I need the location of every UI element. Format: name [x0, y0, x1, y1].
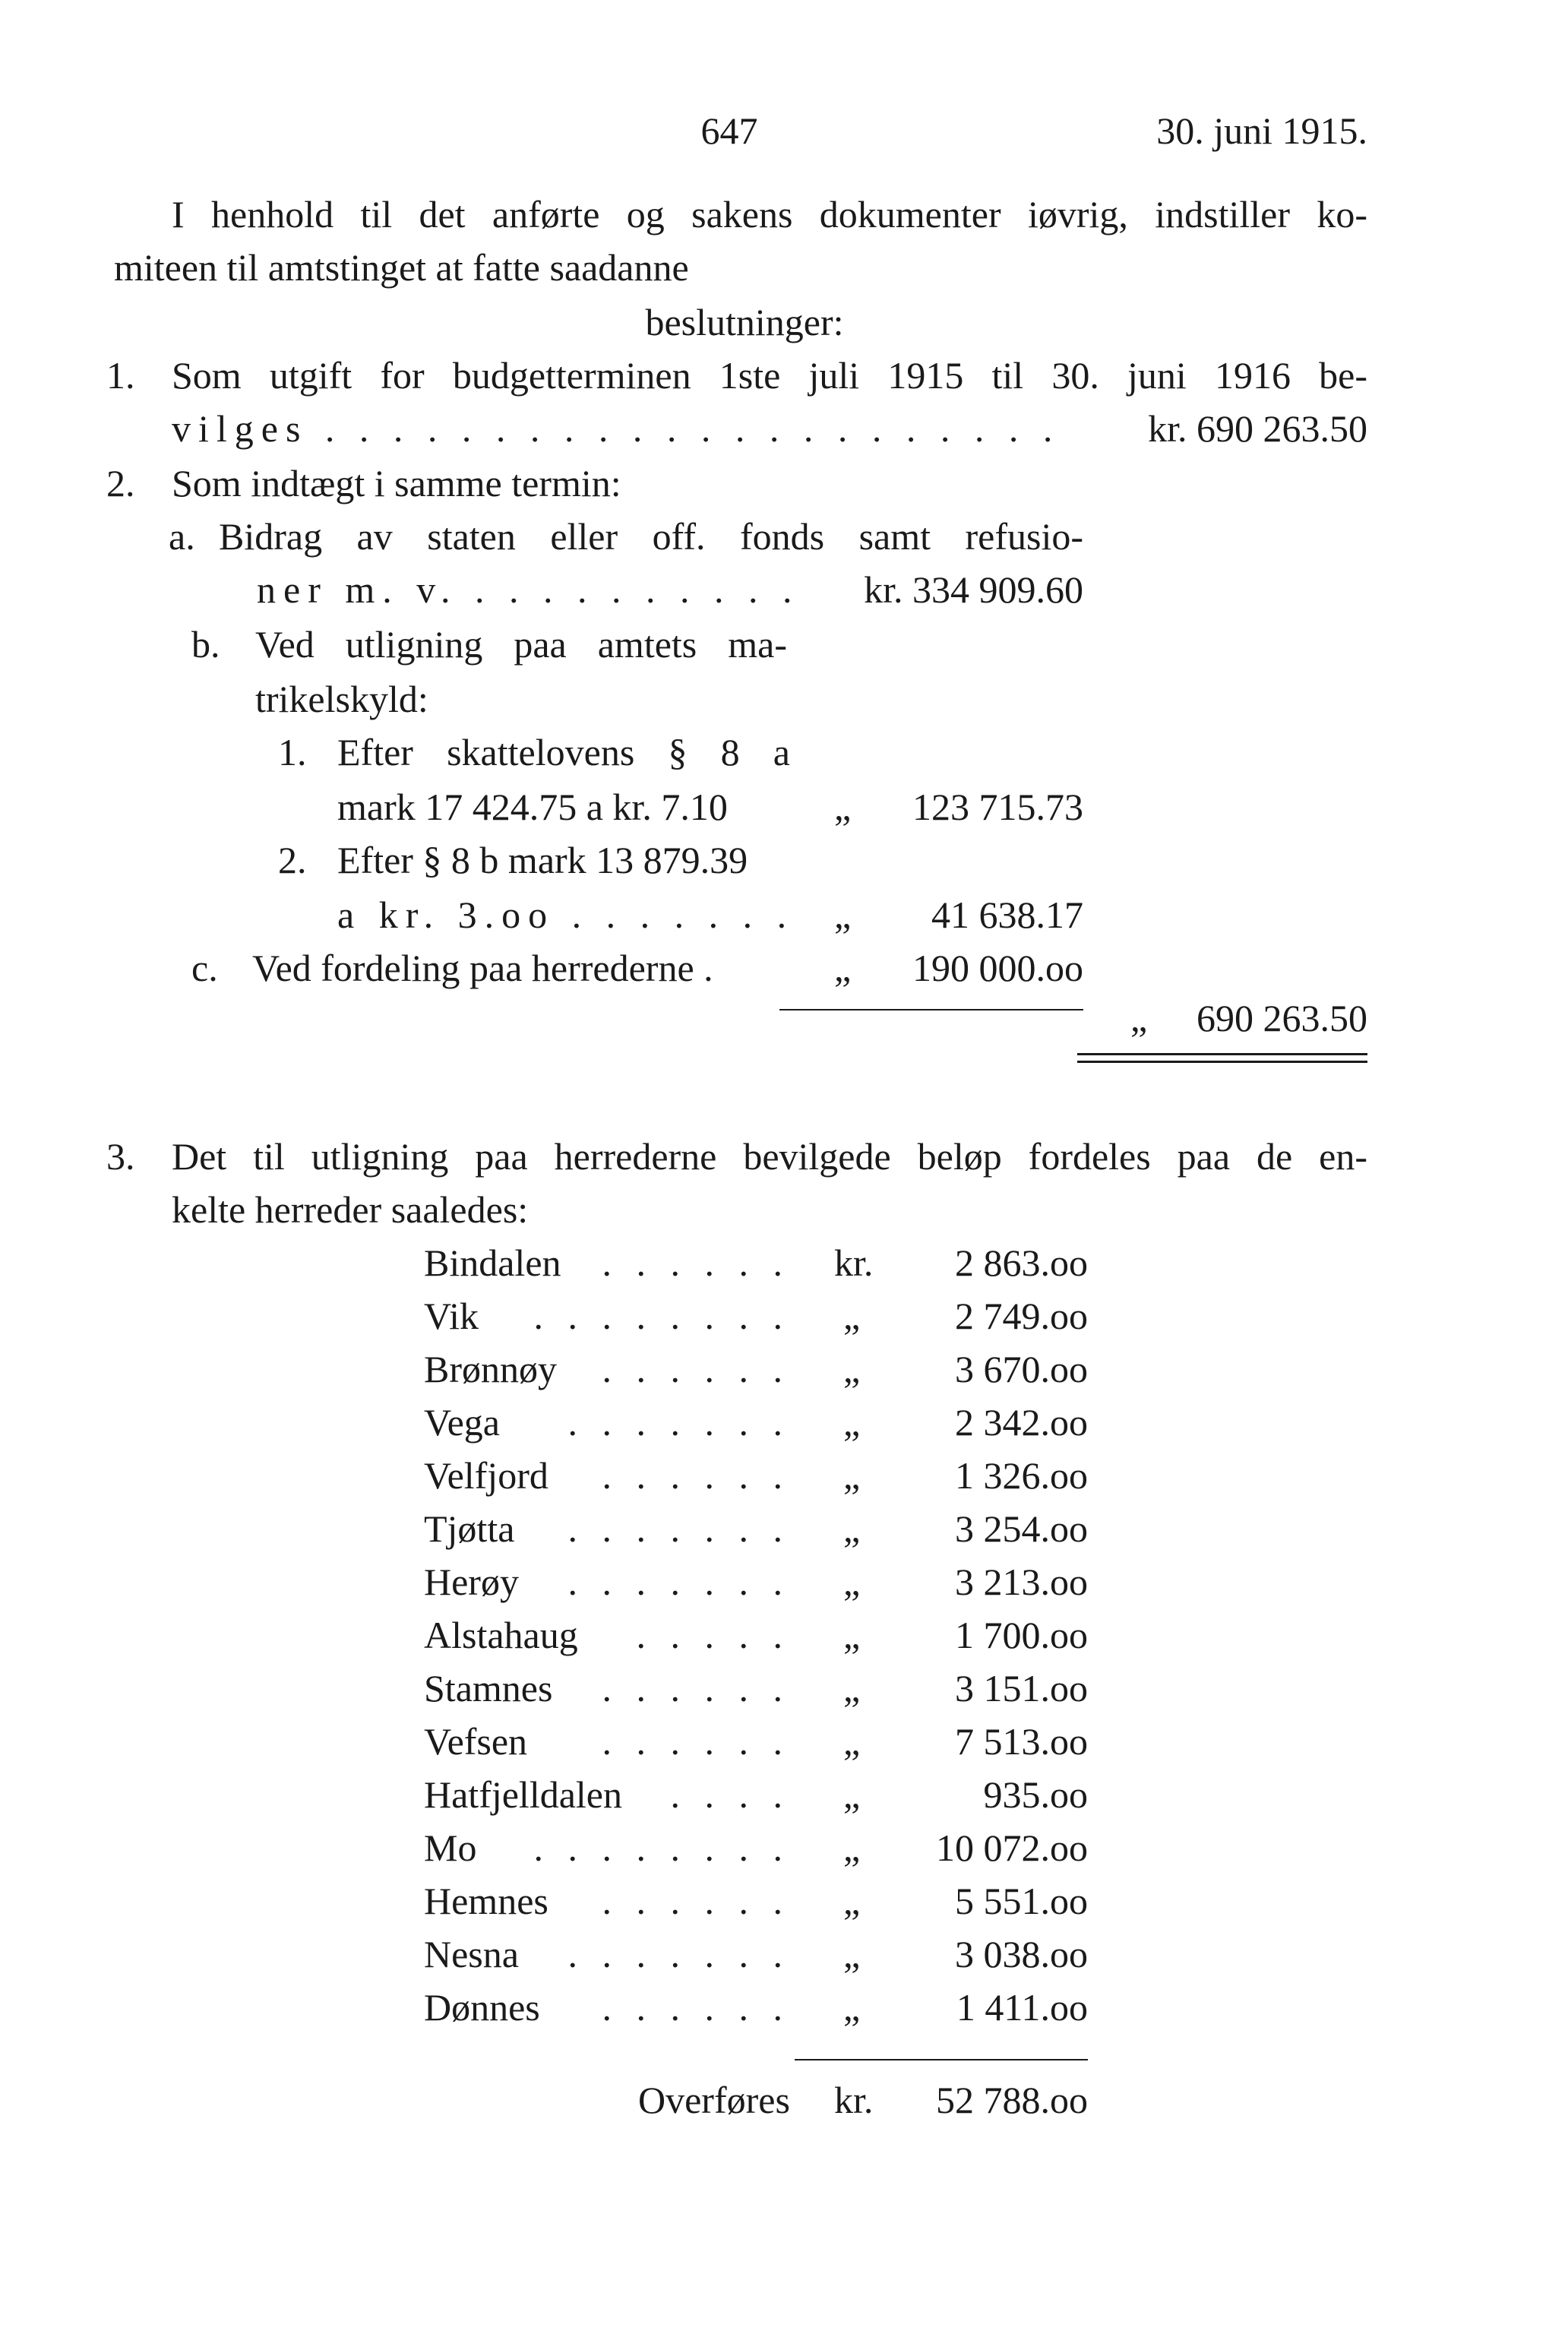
district-name: Nesna [424, 1933, 519, 1975]
item-2c-letter: c. [191, 947, 218, 989]
item-2-total: 690 263.50 [1197, 997, 1367, 1039]
district-unit: „ [843, 1720, 861, 1763]
item-2b-2-line-2: a kr. 3.oo . . . . . . . [337, 893, 795, 936]
item-2b-1-line-1: Efter skattelovens § 8 a [337, 731, 790, 773]
district-unit: „ [843, 1614, 861, 1656]
item-1-amount: kr. 690 263.50 [1148, 407, 1367, 450]
item-2-heading: Som indtægt i samme termin: [172, 462, 621, 504]
item-2c-text: Ved fordeling paa herrederne . [252, 947, 713, 989]
district-unit: „ [843, 1826, 861, 1869]
page-date: 30. juni 1915. [1156, 109, 1367, 152]
item-2b-2-number: 2. [278, 839, 307, 881]
leader-dots: . . . . . . . . [533, 1826, 790, 1869]
section-heading: beslutninger: [645, 301, 844, 343]
total-double-rule-top [1077, 1053, 1367, 1055]
leader-dots: . . . . . . . . [533, 1295, 790, 1337]
item-2b-1-amount: 123 715.73 [912, 786, 1083, 828]
item-2-total-ditto: „ [1130, 997, 1148, 1039]
district-amount: 3 670.oo [955, 1348, 1088, 1390]
leader-dots: . . . . . . [602, 1348, 790, 1390]
district-unit: kr. [834, 1241, 874, 1284]
total-double-rule-bottom [1077, 1061, 1367, 1063]
item-2a-amount: kr. 334 909.60 [864, 568, 1083, 611]
district-name: Brønnøy [424, 1348, 557, 1390]
item-3-line-2: kelte herreder saaledes: [172, 1188, 529, 1231]
leader-dots: . . . . [670, 1773, 790, 1816]
district-unit: „ [843, 1507, 861, 1550]
item-2b-2-amount: 41 638.17 [931, 893, 1083, 936]
district-name: Bindalen [424, 1241, 561, 1284]
item-2b-1-line-2: mark 17 424.75 a kr. 7.10 [337, 786, 728, 828]
district-unit: „ [843, 1401, 861, 1444]
item-2b-line-2: trikelskyld: [255, 678, 428, 720]
intro-line-2: miteen til amtstinget at fatte saadanne [114, 246, 689, 289]
district-amount: 2 749.oo [955, 1295, 1088, 1337]
district-name: Tjøtta [424, 1507, 515, 1550]
carry-amount: 52 788.oo [936, 2079, 1088, 2121]
district-name: Alstahaug [424, 1614, 578, 1656]
district-name: Dønnes [424, 1986, 540, 2029]
item-2b-1-number: 1. [278, 731, 307, 773]
carry-unit: kr. [834, 2079, 874, 2121]
item-3-number: 3. [106, 1135, 135, 1178]
item-1-number: 1. [106, 354, 135, 397]
leader-dots: . . . . . . [602, 1241, 790, 1284]
district-unit: „ [843, 1773, 861, 1816]
carry-label: Overføres [638, 2079, 790, 2121]
item-2a-line-1: Bidrag av staten eller off. fonds samt refusio- [219, 515, 1083, 558]
item-3-line-1: Det til utligning paa herrederne bevilgede beløp fordeles paa de en- [172, 1135, 1367, 1178]
item-1-line-2: vilges . . . . . . . . . . . . . . . . . . . . . . [172, 407, 1061, 450]
district-unit: „ [843, 1986, 861, 2029]
district-unit: „ [843, 1454, 861, 1497]
district-amount: 935.oo [983, 1773, 1088, 1816]
leader-dots: . . . . . . . [567, 1507, 790, 1550]
item-2b-2-ditto: „ [834, 893, 852, 936]
item-2b-2-line-1: Efter § 8 b mark 13 879.39 [337, 839, 748, 881]
subtotal-rule [779, 1009, 1083, 1010]
district-name: Hatfjelldalen [424, 1773, 622, 1816]
district-amount: 1 326.oo [955, 1454, 1088, 1497]
district-unit: „ [843, 1933, 861, 1975]
leader-dots: . . . . . . [602, 1454, 790, 1497]
item-2a-letter: a. [169, 515, 195, 558]
district-name: Vefsen [424, 1720, 528, 1763]
item-1-line-1: Som utgift for budgetterminen 1ste juli 1915 til 30. juni 1916 be- [172, 354, 1367, 397]
leader-dots: . . . . . . . [567, 1401, 790, 1444]
district-name: Herøy [424, 1561, 519, 1603]
carry-rule [795, 2059, 1088, 2060]
leader-dots: . . . . . . [602, 1986, 790, 2029]
leader-dots: . . . . . . . [567, 1933, 790, 1975]
district-name: Hemnes [424, 1880, 548, 1922]
district-unit: „ [843, 1295, 861, 1337]
district-unit: „ [843, 1561, 861, 1603]
leader-dots: . . . . . . . [567, 1561, 790, 1603]
item-2a-line-2: ner m. v. . . . . . . . . . . [257, 568, 800, 611]
item-2c-amount: 190 000.oo [912, 947, 1083, 989]
leader-dots: . . . . . . [602, 1667, 790, 1709]
district-amount: 7 513.oo [955, 1720, 1088, 1763]
page-number: 647 [700, 109, 758, 152]
district-amount: 3 151.oo [955, 1667, 1088, 1709]
item-2b-line-1: Ved utligning paa amtets ma- [255, 623, 787, 666]
item-2b-letter: b. [191, 623, 220, 666]
intro-line-1: I henhold til det anførte og sakens dokumenter iøvrig, indstiller ko- [172, 193, 1367, 236]
district-name: Vega [424, 1401, 500, 1444]
district-amount: 1 411.oo [956, 1986, 1088, 2029]
district-amount: 3 254.oo [955, 1507, 1088, 1550]
district-unit: „ [843, 1880, 861, 1922]
district-amount: 3 213.oo [955, 1561, 1088, 1603]
district-unit: „ [843, 1667, 861, 1709]
district-amount: 1 700.oo [955, 1614, 1088, 1656]
district-name: Velfjord [424, 1454, 548, 1497]
district-name: Mo [424, 1826, 477, 1869]
district-name: Stamnes [424, 1667, 553, 1709]
district-unit: „ [843, 1348, 861, 1390]
district-amount: 2 863.oo [955, 1241, 1088, 1284]
district-amount: 3 038.oo [955, 1933, 1088, 1975]
district-amount: 2 342.oo [955, 1401, 1088, 1444]
district-name: Vik [424, 1295, 479, 1337]
leader-dots: . . . . . . [602, 1880, 790, 1922]
item-2b-1-ditto: „ [834, 786, 852, 828]
district-amount: 5 551.oo [955, 1880, 1088, 1922]
leader-dots: . . . . . . [602, 1720, 790, 1763]
item-2-number: 2. [106, 462, 135, 504]
item-2c-ditto: „ [834, 947, 852, 989]
district-amount: 10 072.oo [936, 1826, 1088, 1869]
leader-dots: . . . . . [636, 1614, 790, 1656]
